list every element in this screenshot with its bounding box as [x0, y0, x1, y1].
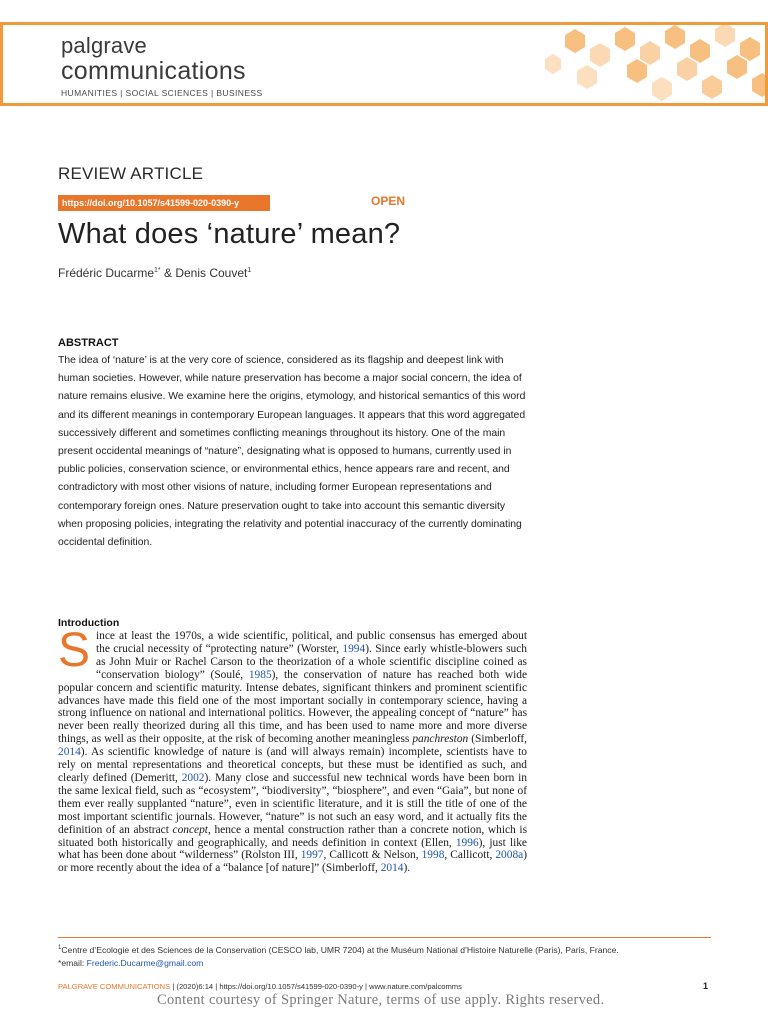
abstract-heading: ABSTRACT	[58, 337, 119, 349]
author-separator: &	[160, 266, 176, 280]
email-label: *email:	[58, 957, 87, 968]
text-run: ). Since early whistle-blowers such as John Muir or Rachel Carson to the theorization of a whole scientific discipline coined as “conservation biology” (Soulé,	[96, 642, 527, 681]
email-note	[58, 957, 619, 970]
footnote-divider	[58, 937, 711, 938]
text-run: ), the conservation of nature has reached both wide popular concern and scientific maturity. Intense debates, significant thinkers and prominent scientific advances have made this field one of the most important socially in contemporary science, having a strong influence on national and international politics. However, the appealing concept of “nature” has never been really theorized during all this time, and has been used to name more and more diverse things, as well as their opposite, at the risk of becoming another meaningless	[58, 668, 528, 746]
text-run: , Callicott,	[444, 849, 496, 862]
text-run: ), just like what has been done about “wilderness” (Rolston III,	[58, 836, 527, 862]
affiliation-note	[58, 942, 619, 957]
text-run: ). Many close and successful new technical words have been born in the same lexical field, such as “ecosystem”, “biodiversity”, “biosphere”, and even “Gaia”, but none of them ever really supplanted “nature”, even in scientific literature, and it is still the title of one of the most important scientific journals. However, “nature” is not such an easy word, and it actually fits the definition of an abstract	[58, 771, 528, 836]
footnote	[58, 942, 619, 970]
text-run: , Callicott & Nelson,	[323, 849, 422, 862]
text-run: (Simberloff,	[468, 733, 527, 746]
citation-link[interactable]: 1998	[421, 849, 445, 862]
introduction-body	[58, 624, 528, 875]
doi-link[interactable]: https://doi.org/10.1057/s41599-020-0390-y	[58, 195, 270, 211]
citation-link[interactable]: 2014	[380, 862, 404, 875]
journal-logo-line2: communications	[61, 57, 246, 85]
citation-link[interactable]: 1997	[300, 849, 324, 862]
journal-header	[0, 22, 768, 106]
emphasis: panchreston	[412, 733, 469, 746]
footer-journal-name: PALGRAVE COMMUNICATIONS	[58, 982, 171, 991]
email-link[interactable]: Frederic.Ducarme@gmail.com	[86, 957, 204, 968]
journal-tagline: HUMANITIES | SOCIAL SCIENCES | BUSINESS	[61, 88, 263, 98]
page-footer	[58, 982, 462, 991]
article-type: REVIEW ARTICLE	[58, 164, 204, 183]
author-name[interactable]: Frédéric Ducarme	[58, 266, 155, 280]
courtesy-watermark: Content courtesy of Springer Nature, terms of use apply. Rights reserved.	[157, 992, 605, 1008]
open-access-badge: OPEN	[371, 194, 406, 208]
text-run: , hence a mental construction rather than a concrete notion, which is situated both historically and geographically, and needs definition in context (Ellen,	[58, 823, 527, 849]
author-name[interactable]: Denis Couvet	[175, 266, 248, 280]
emphasis: concept	[172, 823, 208, 836]
section-heading-introduction: Introduction	[58, 617, 120, 629]
footer-citation: | (2020)6:14 | https://doi.org/10.1057/s41599-020-0390-y | www.nature.com/palcomms	[170, 982, 462, 991]
page-number: 1	[703, 981, 709, 991]
citation-link[interactable]: 2008a	[495, 849, 524, 862]
author-affiliation-marker: 1	[247, 267, 252, 274]
paragraph	[58, 624, 528, 875]
text-run: ). As scientific knowledge of nature is (and will always remain) incomplete, scientists have to rely on mental representations and theoretical concepts, but these must be identified as such, and clearly defined (Demeritt,	[58, 746, 527, 784]
drop-cap: S	[58, 624, 91, 677]
citation-link[interactable]: 1996	[455, 836, 479, 849]
text-run: ince at least the 1970s, a wide scientific, political, and public consensus has emerged about the crucial necessity of “protecting nature” (Worster,	[96, 630, 527, 655]
affiliation-text: Centre d’Ecologie et des Sciences de la Conservation (CESCO lab, UMR 7204) at the Muséum National d’Histoire Naturelle (Paris), Paris, France.	[61, 944, 619, 955]
author-affiliation-marker: 1*	[154, 267, 161, 274]
text-run: ) or more recently about the idea of a “balance [of nature]” (Simberloff,	[58, 849, 527, 875]
citation-link[interactable]: 2014	[58, 746, 81, 759]
abstract-text: The idea of ‘nature’ is at the very core of science, considered as its flagship and deepest link with human societies. However, while nature preservation has become a major social concern, the idea of nature remains elusive. We examine here the origins, etymology, and historical semantics of this word and its different meanings in contemporary European languages. It appears that this word aggregated successively different and sometimes conflicting meanings throughout its history. One of the main present occidental meanings of “nature”, designating what is opposed to humans, currently used in public policies, conservation science, or environmental ethics, hence appears rare and recent, and contradictory with most other visions of nature, including former European representations and contemporary foreign ones. Nature preservation ought to take into account this semantic diversity when proposing policies, integrating the relativity and potential inaccuracy of the currently dominating occidental definition.	[58, 355, 526, 549]
citation-link[interactable]: 1985	[248, 668, 272, 681]
citation-link[interactable]: 1994	[342, 642, 366, 655]
footnote-marker: 1	[58, 945, 62, 951]
citation-link[interactable]: 2002	[181, 771, 205, 784]
text-run: ).	[403, 862, 411, 875]
journal-logo-line1: palgrave	[61, 33, 147, 58]
hexagon-pattern-decoration	[545, 25, 765, 106]
abstract-body	[58, 352, 528, 552]
article-title: What does ‘nature’ mean?	[58, 218, 401, 250]
author-list	[58, 266, 251, 280]
